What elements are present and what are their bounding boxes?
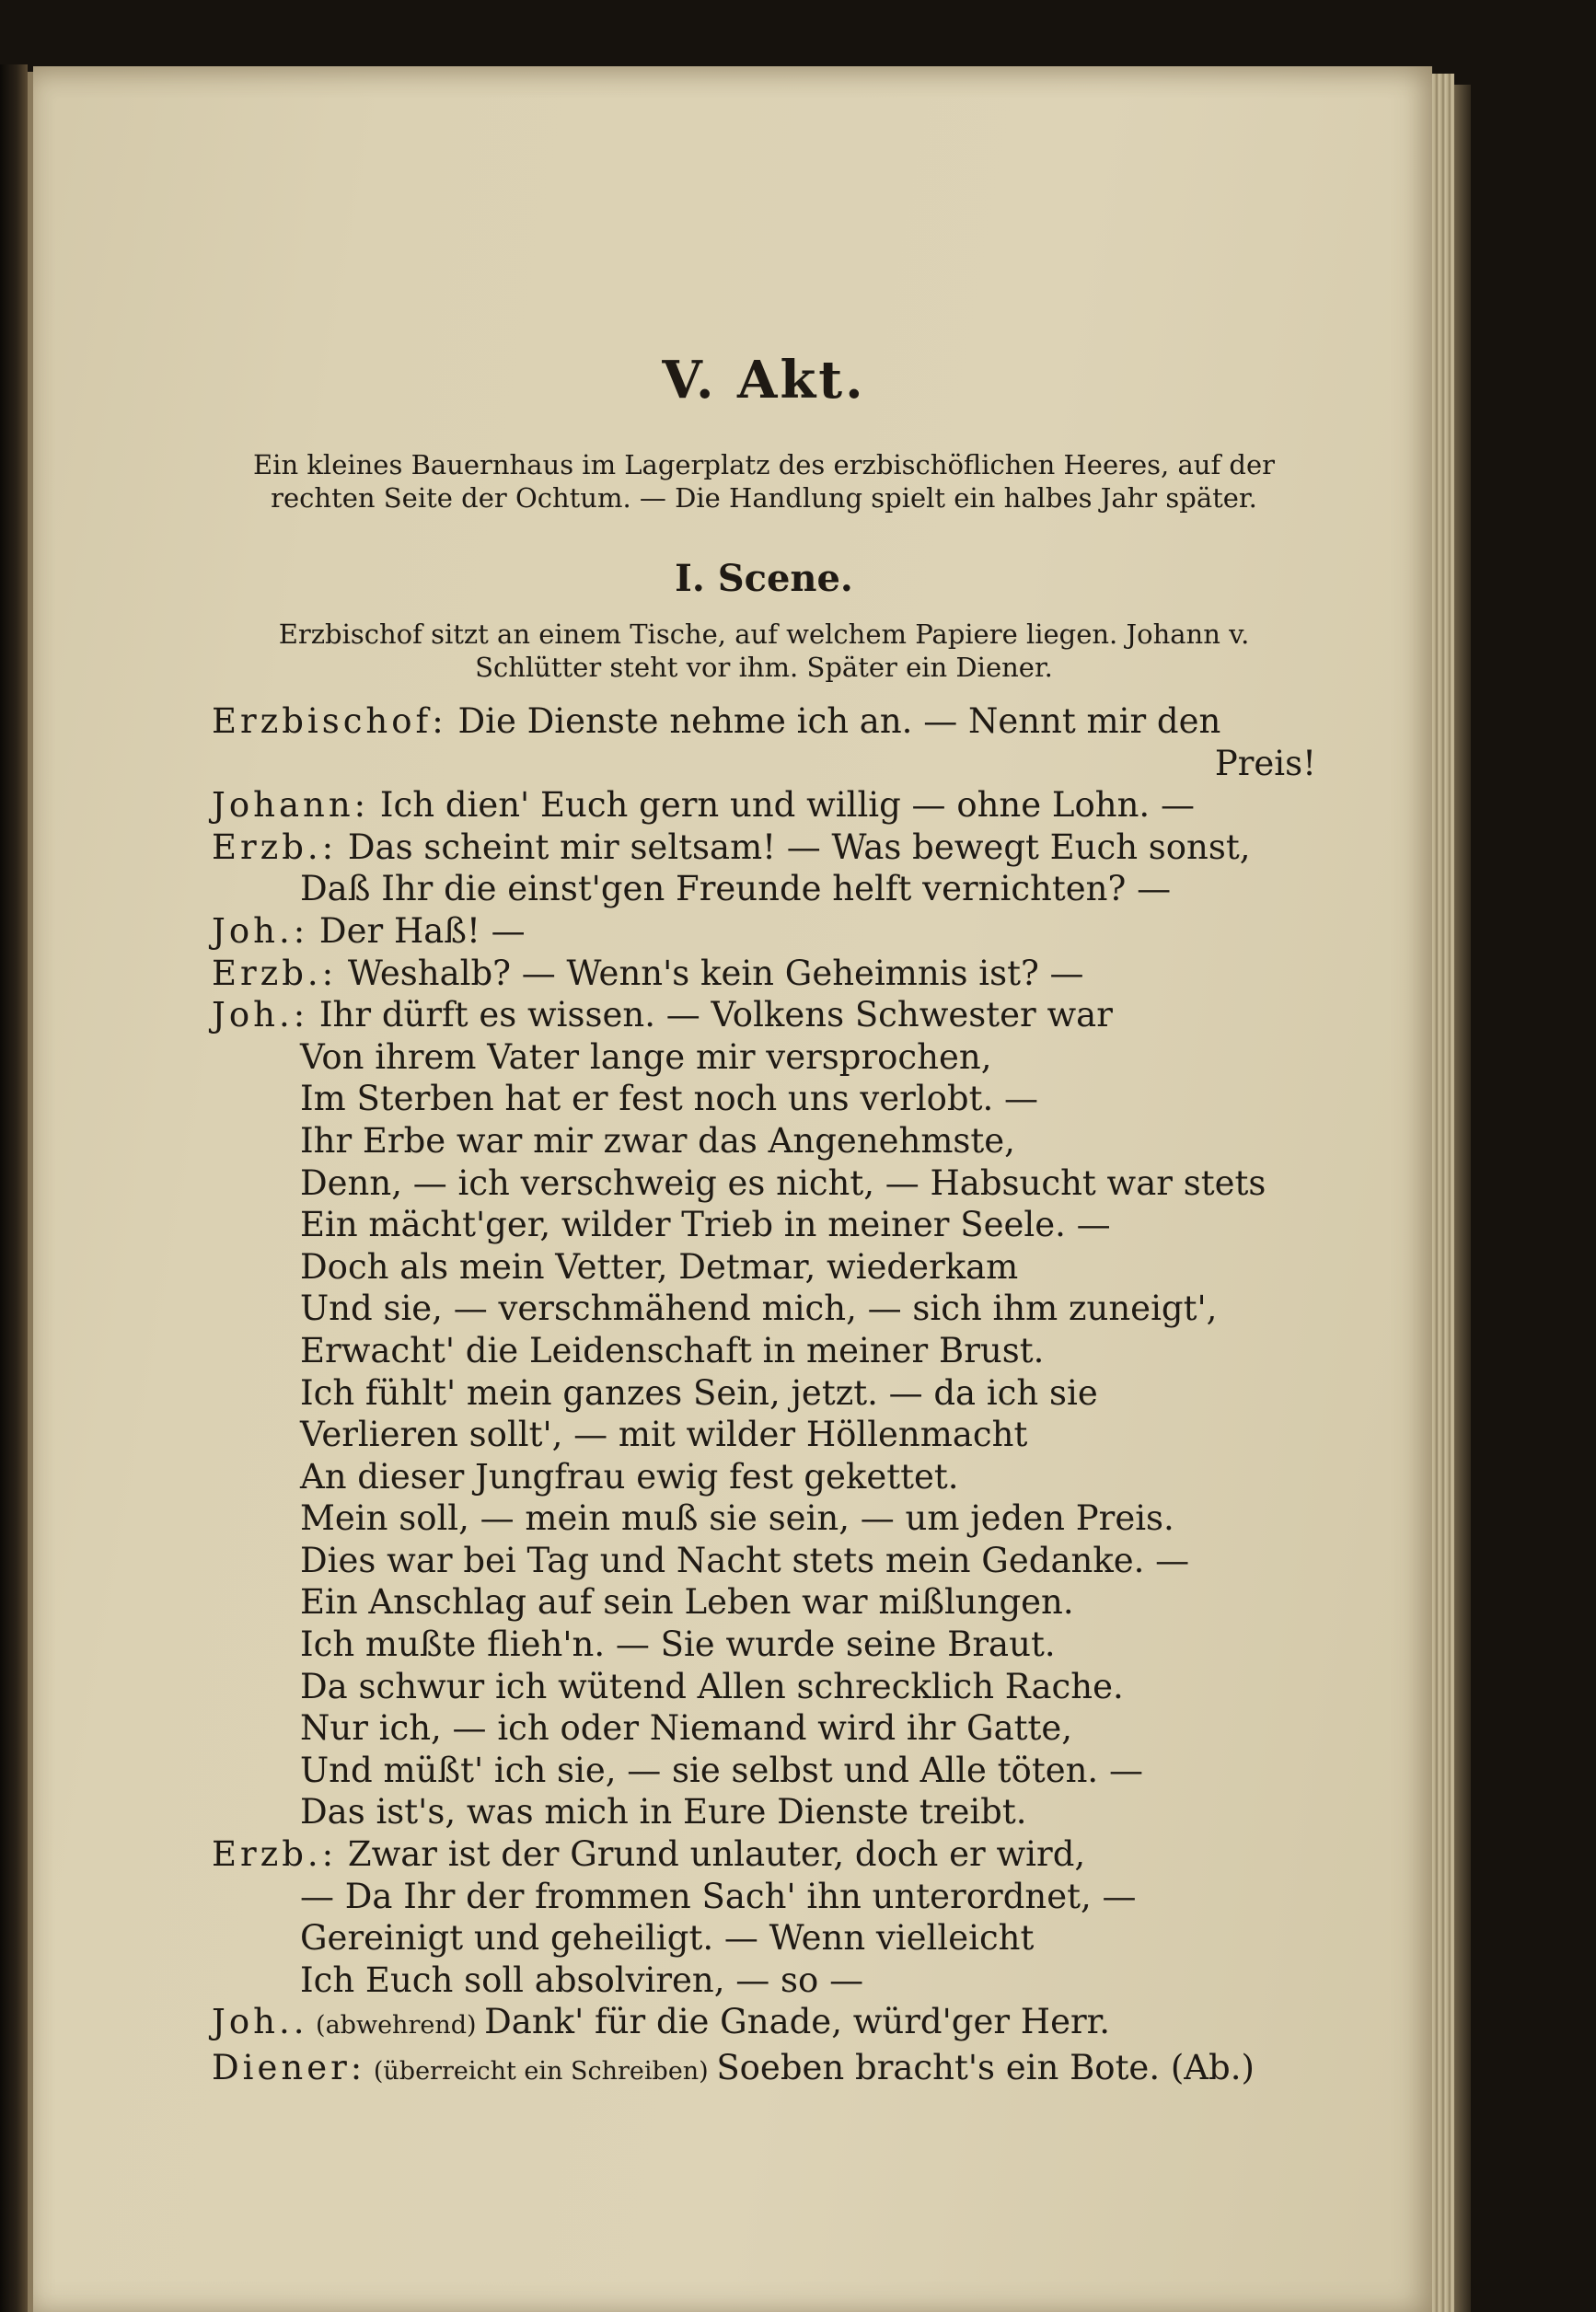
line-text: — Da Ihr der frommen Sach' ihn unterordnet, — <box>300 1876 1137 1916</box>
line-text: Von ihrem Vater lange mir versprochen, <box>300 1036 992 1077</box>
speaker-name: Joh.: <box>212 910 309 951</box>
dialogue-line <box>212 1581 1316 1624</box>
dialogue-line <box>212 1750 1316 1792</box>
speaker-name: Erzbischof: <box>212 701 447 741</box>
speaker-name: Erzb.: <box>212 953 338 993</box>
line-text: Ich Euch soll absolviren, — so — <box>300 1959 864 2000</box>
dialogue-line <box>212 910 1316 953</box>
dialogue-line <box>212 1078 1316 1120</box>
line-text: Zwar ist der Grund unlauter, doch er wird, <box>337 1834 1086 1875</box>
speaker-name: Joh.. <box>212 2002 308 2042</box>
line-text: Ein mächt'ger, wilder Trieb in meiner Seele. — <box>300 1205 1111 1245</box>
line-text: Das ist's, was mich in Eure Dienste treibt. <box>300 1792 1027 1832</box>
dialogue-line <box>212 1288 1316 1330</box>
line-text: Ich dien' Euch gern und willig — ohne Lohn. — <box>369 785 1195 826</box>
dialogue-line <box>212 2001 1316 2047</box>
dialogue <box>212 700 1316 2093</box>
line-text: Gereinigt und geheiligt. — Wenn vielleicht <box>300 1918 1035 1959</box>
dialogue-line <box>212 1456 1316 1498</box>
dialogue-line <box>212 1624 1316 1666</box>
dialogue-line <box>212 1707 1316 1750</box>
dialogue-line <box>212 1204 1316 1246</box>
book-cover-edge <box>1454 85 1471 2312</box>
dialogue-line <box>212 827 1316 869</box>
dialogue-line <box>212 743 1316 785</box>
speaker-name: Erzb.: <box>212 827 338 867</box>
speaker-name: Erzb.: <box>212 1834 338 1875</box>
dialogue-line <box>212 700 1316 743</box>
speaker-name: Joh.: <box>212 995 309 1035</box>
line-text: Preis! <box>1214 743 1316 783</box>
line-text: Der Haß! — <box>308 910 526 951</box>
inline-stage-direction: (abwehrend) <box>307 2011 485 2040</box>
line-text: Mein soll, — mein muß sie sein, — um jeden Preis. <box>300 1498 1174 1539</box>
dialogue-line <box>212 1162 1316 1205</box>
line-text: Weshalb? — Wenn's kein Geheimnis ist? — <box>337 953 1084 993</box>
page-edges <box>1432 74 1454 2312</box>
dialogue-line <box>212 1876 1316 1918</box>
line-text: Daß Ihr die einst'gen Freunde helft vernichten? — <box>300 869 1172 909</box>
line-text: Da schwur ich wütend Allen schrecklich Rache. <box>300 1666 1124 1706</box>
line-text: Erwacht' die Leidenschaft in meiner Brust. <box>300 1330 1045 1370</box>
line-text: Und sie, — verschmähend mich, — sich ihm zuneigt', <box>300 1289 1218 1329</box>
scene-title: I. Scene. <box>675 557 853 600</box>
dialogue-line <box>212 1246 1316 1289</box>
line-text: Ihr Erbe war mir zwar das Angenehmste, <box>300 1120 1015 1161</box>
line-text: Ich fühlt' mein ganzes Sein, jetzt. — da ich sie <box>300 1372 1098 1413</box>
dialogue-line <box>212 1791 1316 1833</box>
line-text: Die Dienste nehme ich an. — Nennt mir den <box>446 701 1221 741</box>
line-text: Denn, — ich verschweig es nicht, — Habsucht war stets <box>300 1162 1266 1203</box>
dialogue-line <box>212 1540 1316 1582</box>
dialogue-line <box>212 1414 1316 1456</box>
line-text: Das scheint mir seltsam! — Was bewegt Euch sonst, <box>337 827 1251 867</box>
line-text: Nur ich, — ich oder Niemand wird ihr Gatte, <box>300 1708 1073 1749</box>
dialogue-line <box>212 953 1316 995</box>
dialogue-line <box>212 868 1316 910</box>
dialogue-line <box>212 994 1316 1036</box>
dialogue-line <box>212 1036 1316 1079</box>
line-text: Ich mußte flieh'n. — Sie wurde seine Braut. <box>300 1624 1056 1665</box>
dialogue-line <box>212 1330 1316 1372</box>
line-text: Verlieren sollt', — mit wilder Höllenmacht <box>300 1415 1028 1455</box>
dialogue-line <box>212 1120 1316 1162</box>
page-content <box>212 350 1316 2093</box>
act-title: V. Akt. <box>662 350 866 410</box>
line-text: Soeben bracht's ein Bote. (Ab.) <box>716 2048 1255 2087</box>
line-text: Im Sterben hat er fest noch uns verlobt. — <box>300 1079 1039 1119</box>
book-binding <box>0 64 28 2312</box>
dialogue-line <box>212 1372 1316 1415</box>
dialogue-line <box>212 1959 1316 2002</box>
speaker-name: Johann: <box>212 785 370 826</box>
line-text: Ihr dürft es wissen. — Volkens Schwester war <box>308 995 1113 1035</box>
line-text: Dies war bei Tag und Nacht stets mein Gedanke. — <box>300 1540 1190 1580</box>
dialogue-line <box>212 1833 1316 1876</box>
dialogue-line <box>212 1666 1316 1708</box>
line-text: Doch als mein Vetter, Detmar, wiederkam <box>300 1246 1019 1287</box>
dialogue-line <box>212 1497 1316 1540</box>
line-text: Und müßt' ich sie, — sie selbst und Alle töten. — <box>300 1750 1143 1790</box>
line-text: An dieser Jungfrau ewig fest gekettet. <box>300 1456 959 1497</box>
cast-direction: Erzbischof sitzt an einem Tische, auf welchem Papiere liegen. Johann v. Schlütter steht vor ihm. Später ein Diener. <box>278 618 1250 683</box>
stage-direction: Ein kleines Bauernhaus im Lagerplatz des erzbischöflichen Heeres, auf der rechten Seite der Ochtum. — Die Handlung spielt ein halbes Jahr später. <box>253 449 1275 514</box>
speaker-name: Diener: <box>212 2048 366 2087</box>
line-text: Dank' für die Gnade, würd'ger Herr. <box>484 2002 1111 2042</box>
inline-stage-direction: (überreicht ein Schreiben) <box>365 2057 717 2086</box>
dialogue-line <box>212 1917 1316 1959</box>
line-text: Ein Anschlag auf sein Leben war mißlungen. <box>300 1582 1074 1623</box>
dialogue-line <box>212 784 1316 827</box>
dialogue-line <box>212 2047 1316 2093</box>
